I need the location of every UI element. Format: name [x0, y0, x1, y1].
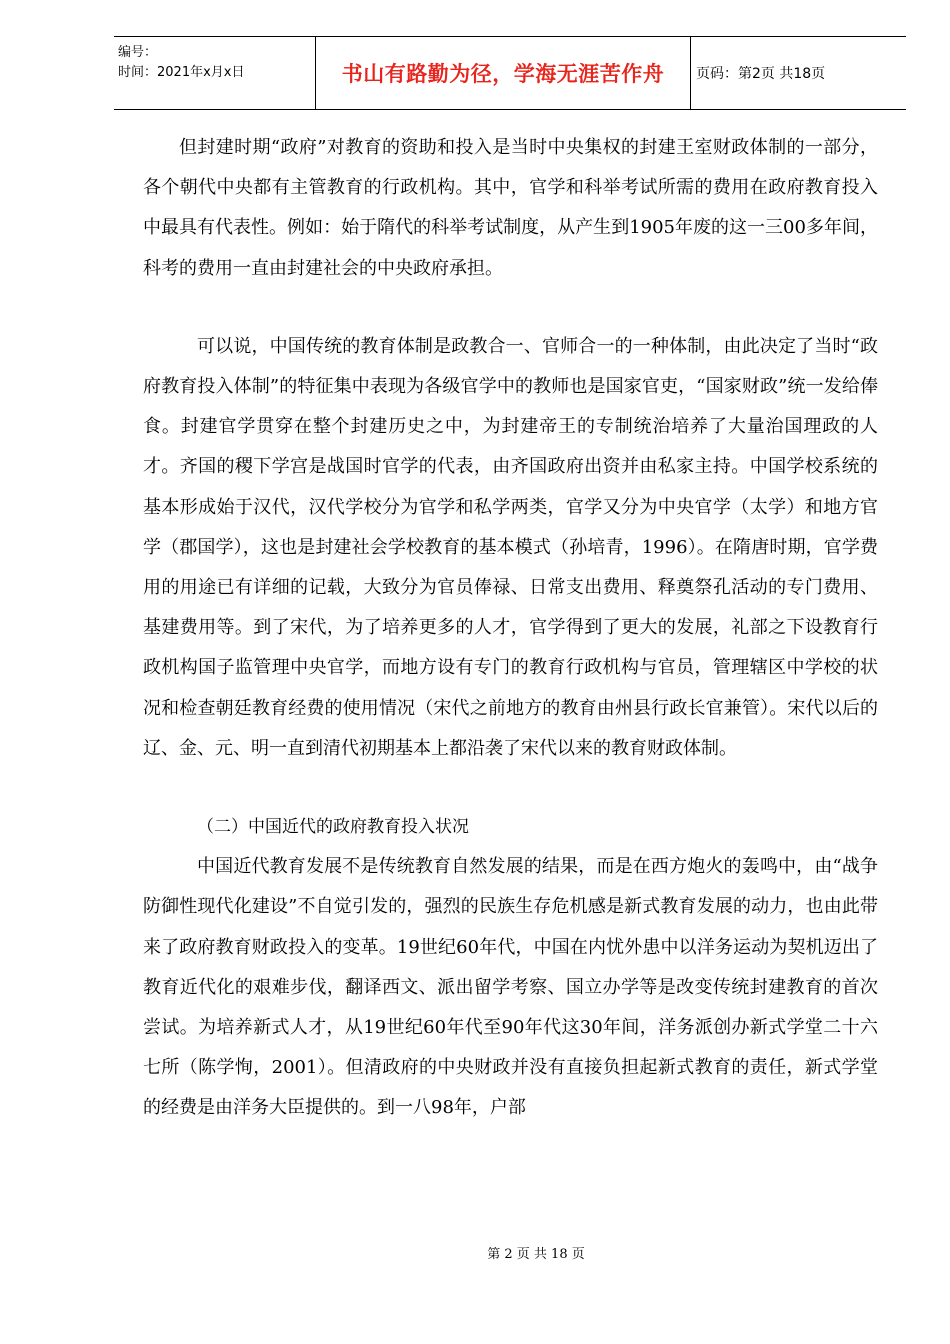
section-heading: （二）中国近代的政府教育投入状况 [197, 817, 469, 838]
paragraph: 可以说，中国传统的教育体制是政教合一、官师合一的一种体制，由此决定了当时“政府教育投入体制”的特征集中表现为各级官学中的教师也是国家官吏，“国家财政”统一发给俸食。封建官学贯穿在整个封建历史之中，为封建帝王的专制统治培养了大量治国理政的人才。齐国的稷下学宫是战国时官学的代表，由齐国政府出资并由私家主持。中国学校系统的基本形成始于汉代，汉代学校分为官学和私学两类，官学又分为中央官学（太学）和地方官学（郡国学），这也是封建社会学校教育的基本模式（孙培青，1996）。在隋唐时期，官学费用的用途已有详细的记载，大致分为官员俸禄、日常支出费用、释奠祭孔活动的专门费用、基建费用等。到了宋代，为了培养更多的人才，官学得到了更大的发展，礼部之下设教育行政机构国子监管理中央官学，而地方设有专门的教育行政机构与官员，管理辖区中学校的状况和检查朝廷教育经费的使用情况（宋代之前地方的教育由州县行政长官兼管）。宋代以后的辽、金、元、明一直到清代初期基本上都沿袭了宋代以来的教育财政体制。 [143, 335, 878, 759]
header-motto: 书山有路勤为径，学海无涯苦作舟 [341, 61, 665, 86]
page-header [114, 36, 906, 110]
paragraph: 中国近代教育发展不是传统教育自然发展的结果，而是在西方炮火的轰鸣中，由“战争防御性现代化建设”不自觉引发的，强烈的民族生存危机感是新式教育发展的动力，也由此带来了政府教育财政投入的变革。19世纪60年代，中国在内忧外患中以洋务运动为契机迈出了教育近代化的艰难步伐，翻译西文、派出留学考察、国立办学等是改变传统封建教育的首次尝试。为培养新式人才，从19世纪60年代至90年代这30年间，洋务派创办新式学堂二十六七所（陈学恂，2001）。但清政府的中央财政并没有直接负担起新式教育的责任，新式学堂的经费是由洋务大臣提供的。到一八98年，户部 [143, 856, 878, 1119]
page-footer: 第 2 页 共 18 页 [487, 1247, 585, 1262]
document-body [143, 128, 878, 1129]
header-divider [690, 37, 691, 109]
time-label: 时间：2021年x月x日 [118, 65, 245, 80]
header-meta [118, 43, 314, 83]
number-label: 编号： [118, 45, 158, 60]
paragraph: 但封建时期“政府”对教育的资助和投入是当时中央集权的封建王室财政体制的一部分，各个朝代中央都有主管教育的行政机构。其中，官学和科举考试所需的费用在政府教育投入中最具有代表性。例如：始于隋代的科举考试制度，从产生到1905年废的这一三00多年间，科考的费用一直由封建社会的中央政府承担。 [143, 137, 878, 279]
header-page-label: 页码：第2页 共18页 [696, 66, 826, 82]
